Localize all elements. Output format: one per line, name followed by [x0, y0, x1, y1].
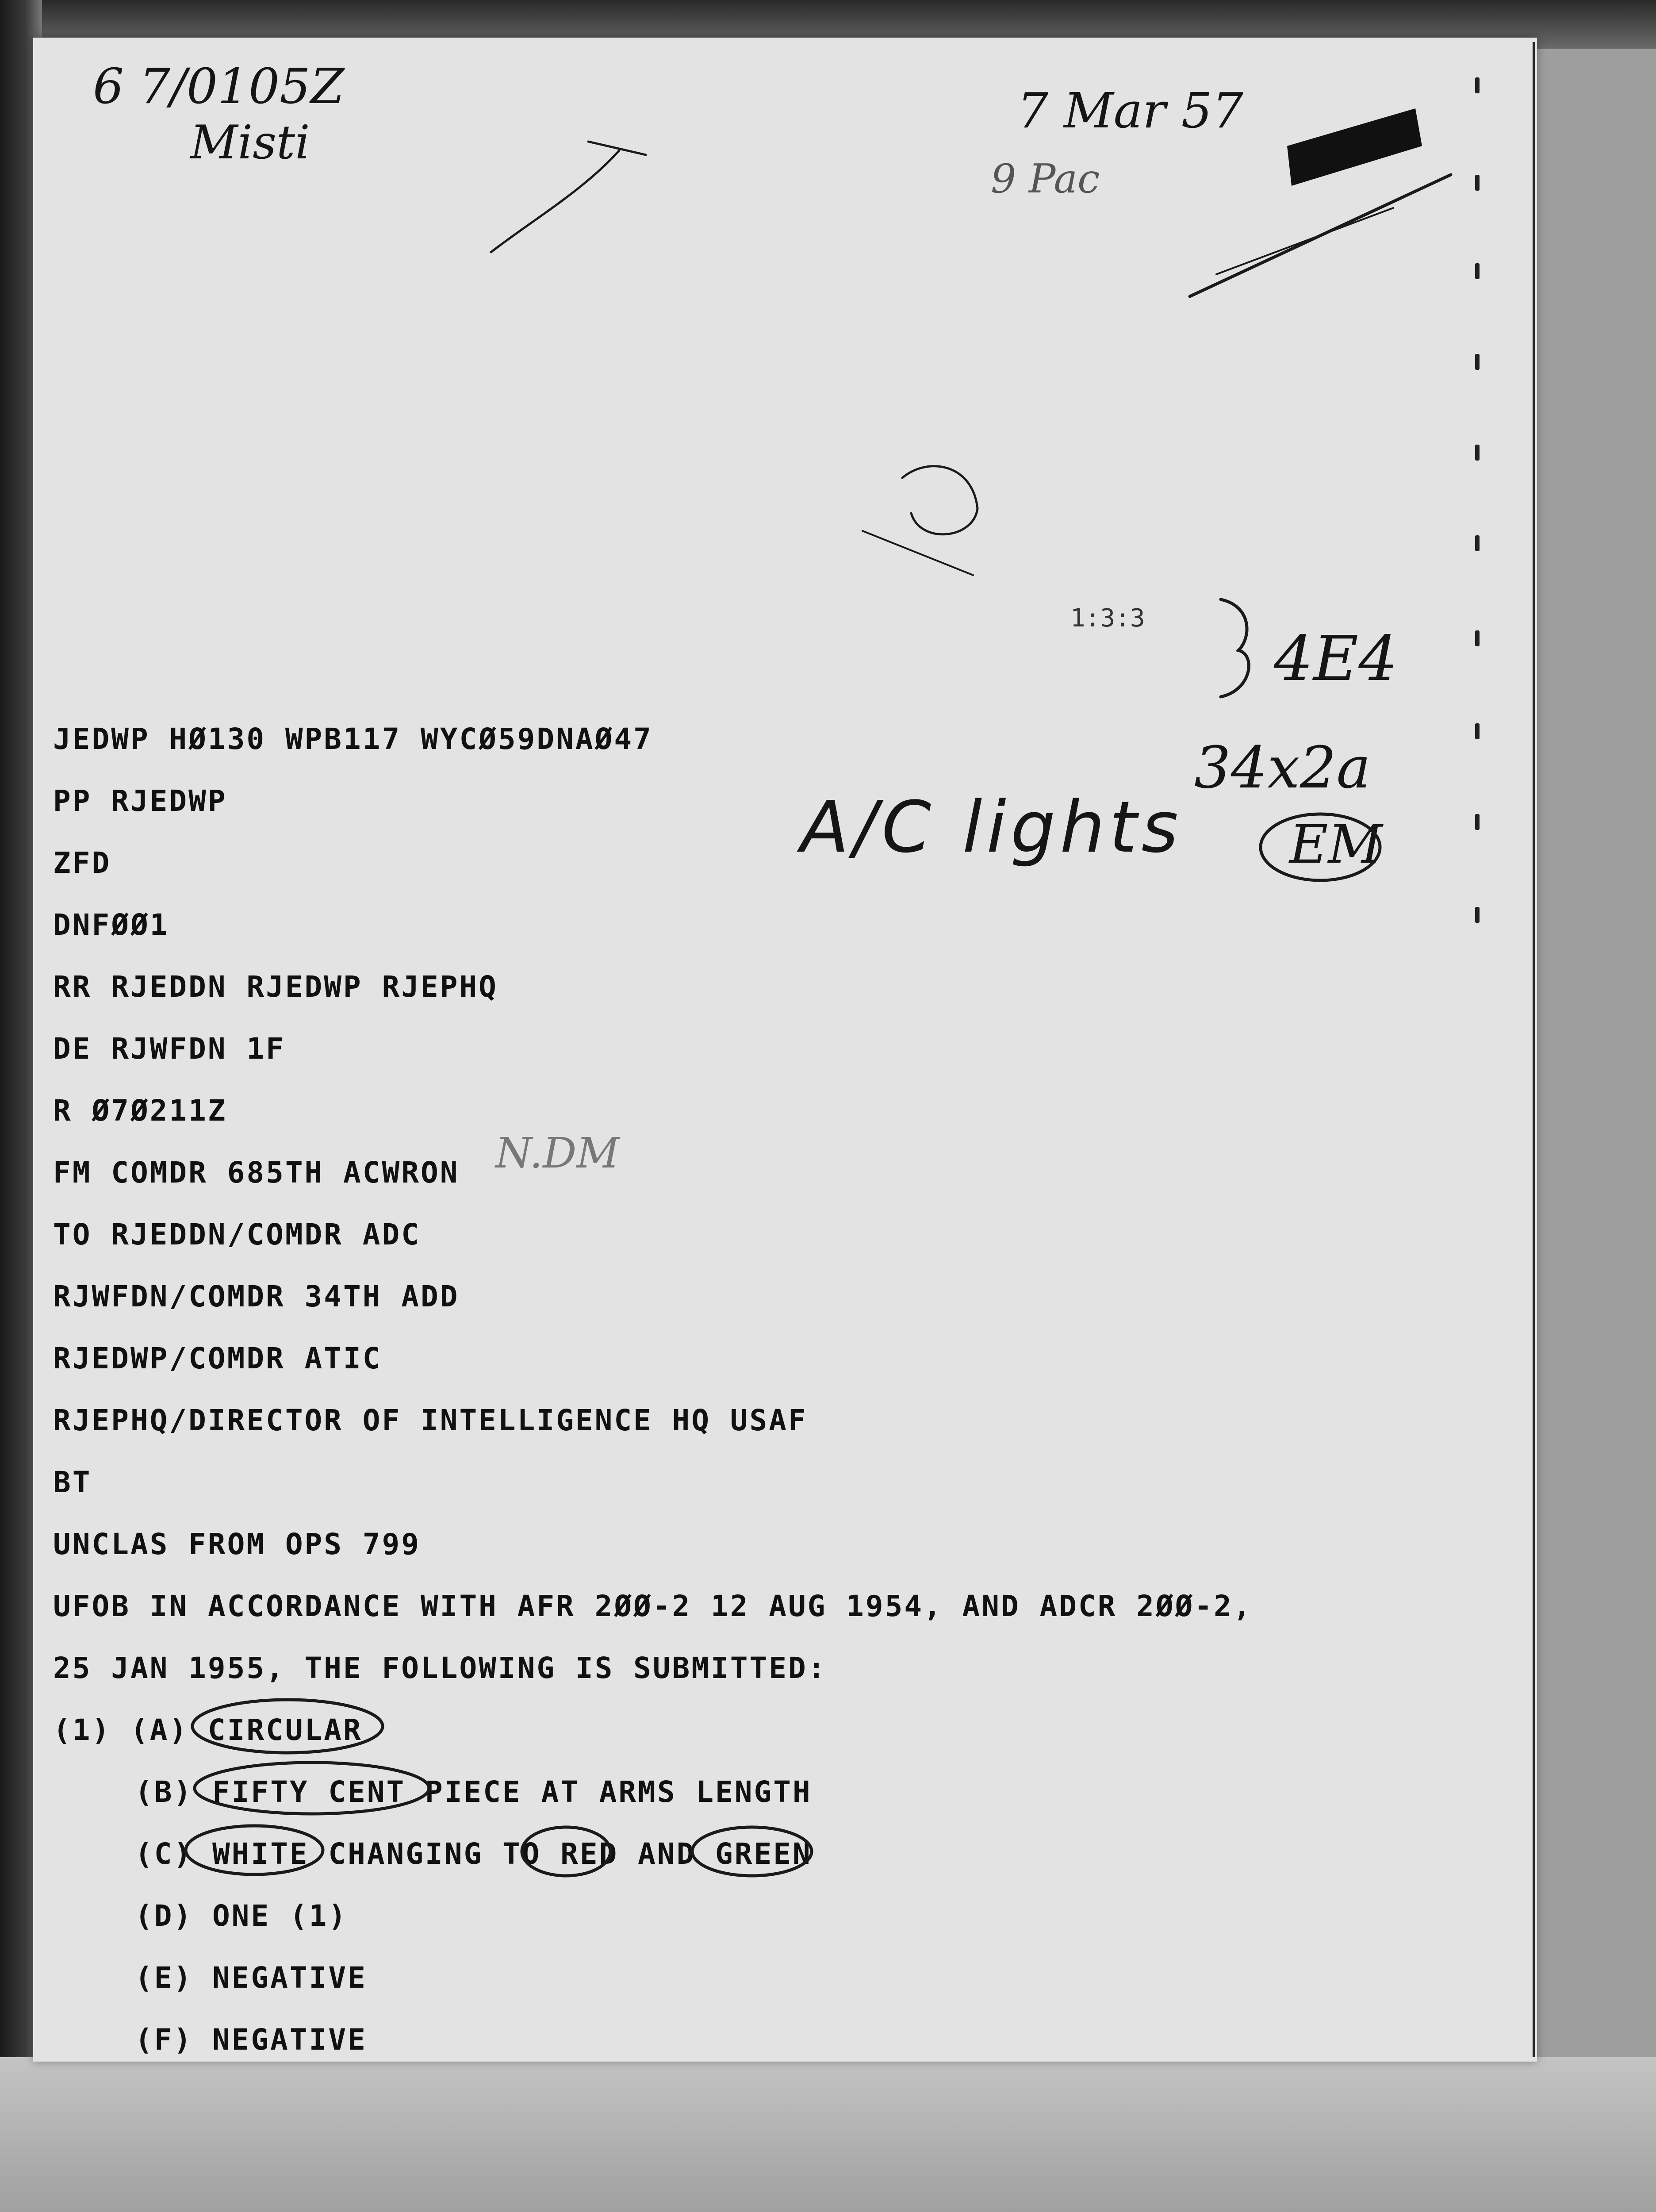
handwritten-sub: 9 Pac — [991, 156, 1100, 202]
handwritten-name: Misti — [190, 115, 310, 169]
classification-line: UNCLAS FROM OPS 799 — [53, 1527, 421, 1561]
stamp-number: 1:3:3 — [1070, 604, 1145, 633]
to-line-4: RJEPHQ/DIRECTOR OF INTELLIGENCE HQ USAF — [53, 1403, 808, 1437]
dnf-line: DNFØØ1 — [53, 908, 169, 942]
sprocket-mark — [1475, 445, 1480, 461]
handwritten-ref: 6 7/0105Z — [93, 58, 345, 115]
item-1d: (D) ONE (1) — [135, 1899, 348, 1933]
handwritten-faint-note: N.DM — [495, 1129, 620, 1178]
to-line: TO RJEDDN/COMDR ADC — [53, 1217, 421, 1252]
item-1b: (B) FIFTY CENT PIECE AT ARMS LENGTH — [135, 1775, 812, 1809]
from-line: FM COMDR 685TH ACWRON — [53, 1156, 460, 1190]
item-1c: (C) WHITE CHANGING TO RED AND GREEN — [135, 1837, 812, 1871]
handwritten-date: 7 Mar 57 — [1017, 82, 1243, 139]
routing-line: JEDWP HØ130 WPB117 WYCØ59DNAØ47 — [53, 722, 653, 756]
scan-bottom-area — [0, 2057, 1656, 2212]
body-line-1: UFOB IN ACCORDANCE WITH AFR 2ØØ-2 12 AUG 1954, AND ADCR 2ØØ-2, — [53, 1589, 1253, 1623]
item-1f: (F) NEGATIVE — [135, 2023, 367, 2057]
sprocket-mark — [1475, 354, 1480, 370]
sprocket-mark — [1475, 630, 1480, 646]
item-1e: (E) NEGATIVE — [135, 1961, 367, 1995]
zfd-line: ZFD — [53, 846, 111, 880]
handwritten-ac-lights: A/C lights — [801, 786, 1183, 868]
sprocket-mark — [1475, 263, 1480, 279]
break-line: BT — [53, 1465, 92, 1499]
body-line-2: 25 JAN 1955, THE FOLLOWING IS SUBMITTED: — [53, 1651, 827, 1685]
sprocket-mark — [1475, 814, 1480, 830]
sprocket-mark — [1475, 77, 1480, 93]
to-line-3: RJEDWP/COMDR ATIC — [53, 1341, 382, 1375]
margin-mark-4e4: 4E4 — [1274, 623, 1398, 695]
sprocket-mark — [1475, 535, 1480, 551]
sprocket-mark — [1475, 175, 1480, 191]
sprocket-mark — [1475, 723, 1480, 739]
precedence-line: PP RJEDWP — [53, 784, 227, 818]
de-line: DE RJWFDN 1F — [53, 1032, 285, 1066]
addressees-line: RR RJEDDN RJEDWP RJEPHQ — [53, 970, 498, 1004]
dtg-line: R Ø7Ø211Z — [53, 1094, 227, 1128]
sprocket-mark — [1475, 907, 1480, 923]
margin-mark-initials: EM — [1289, 814, 1383, 876]
margin-mark-34x2a: 34x2a — [1194, 734, 1371, 801]
to-line-2: RJWFDN/COMDR 34TH ADD — [53, 1279, 460, 1313]
sheet-right-edge-rule — [1533, 42, 1535, 2057]
item-1a: (1) (A) CIRCULAR — [53, 1713, 363, 1747]
